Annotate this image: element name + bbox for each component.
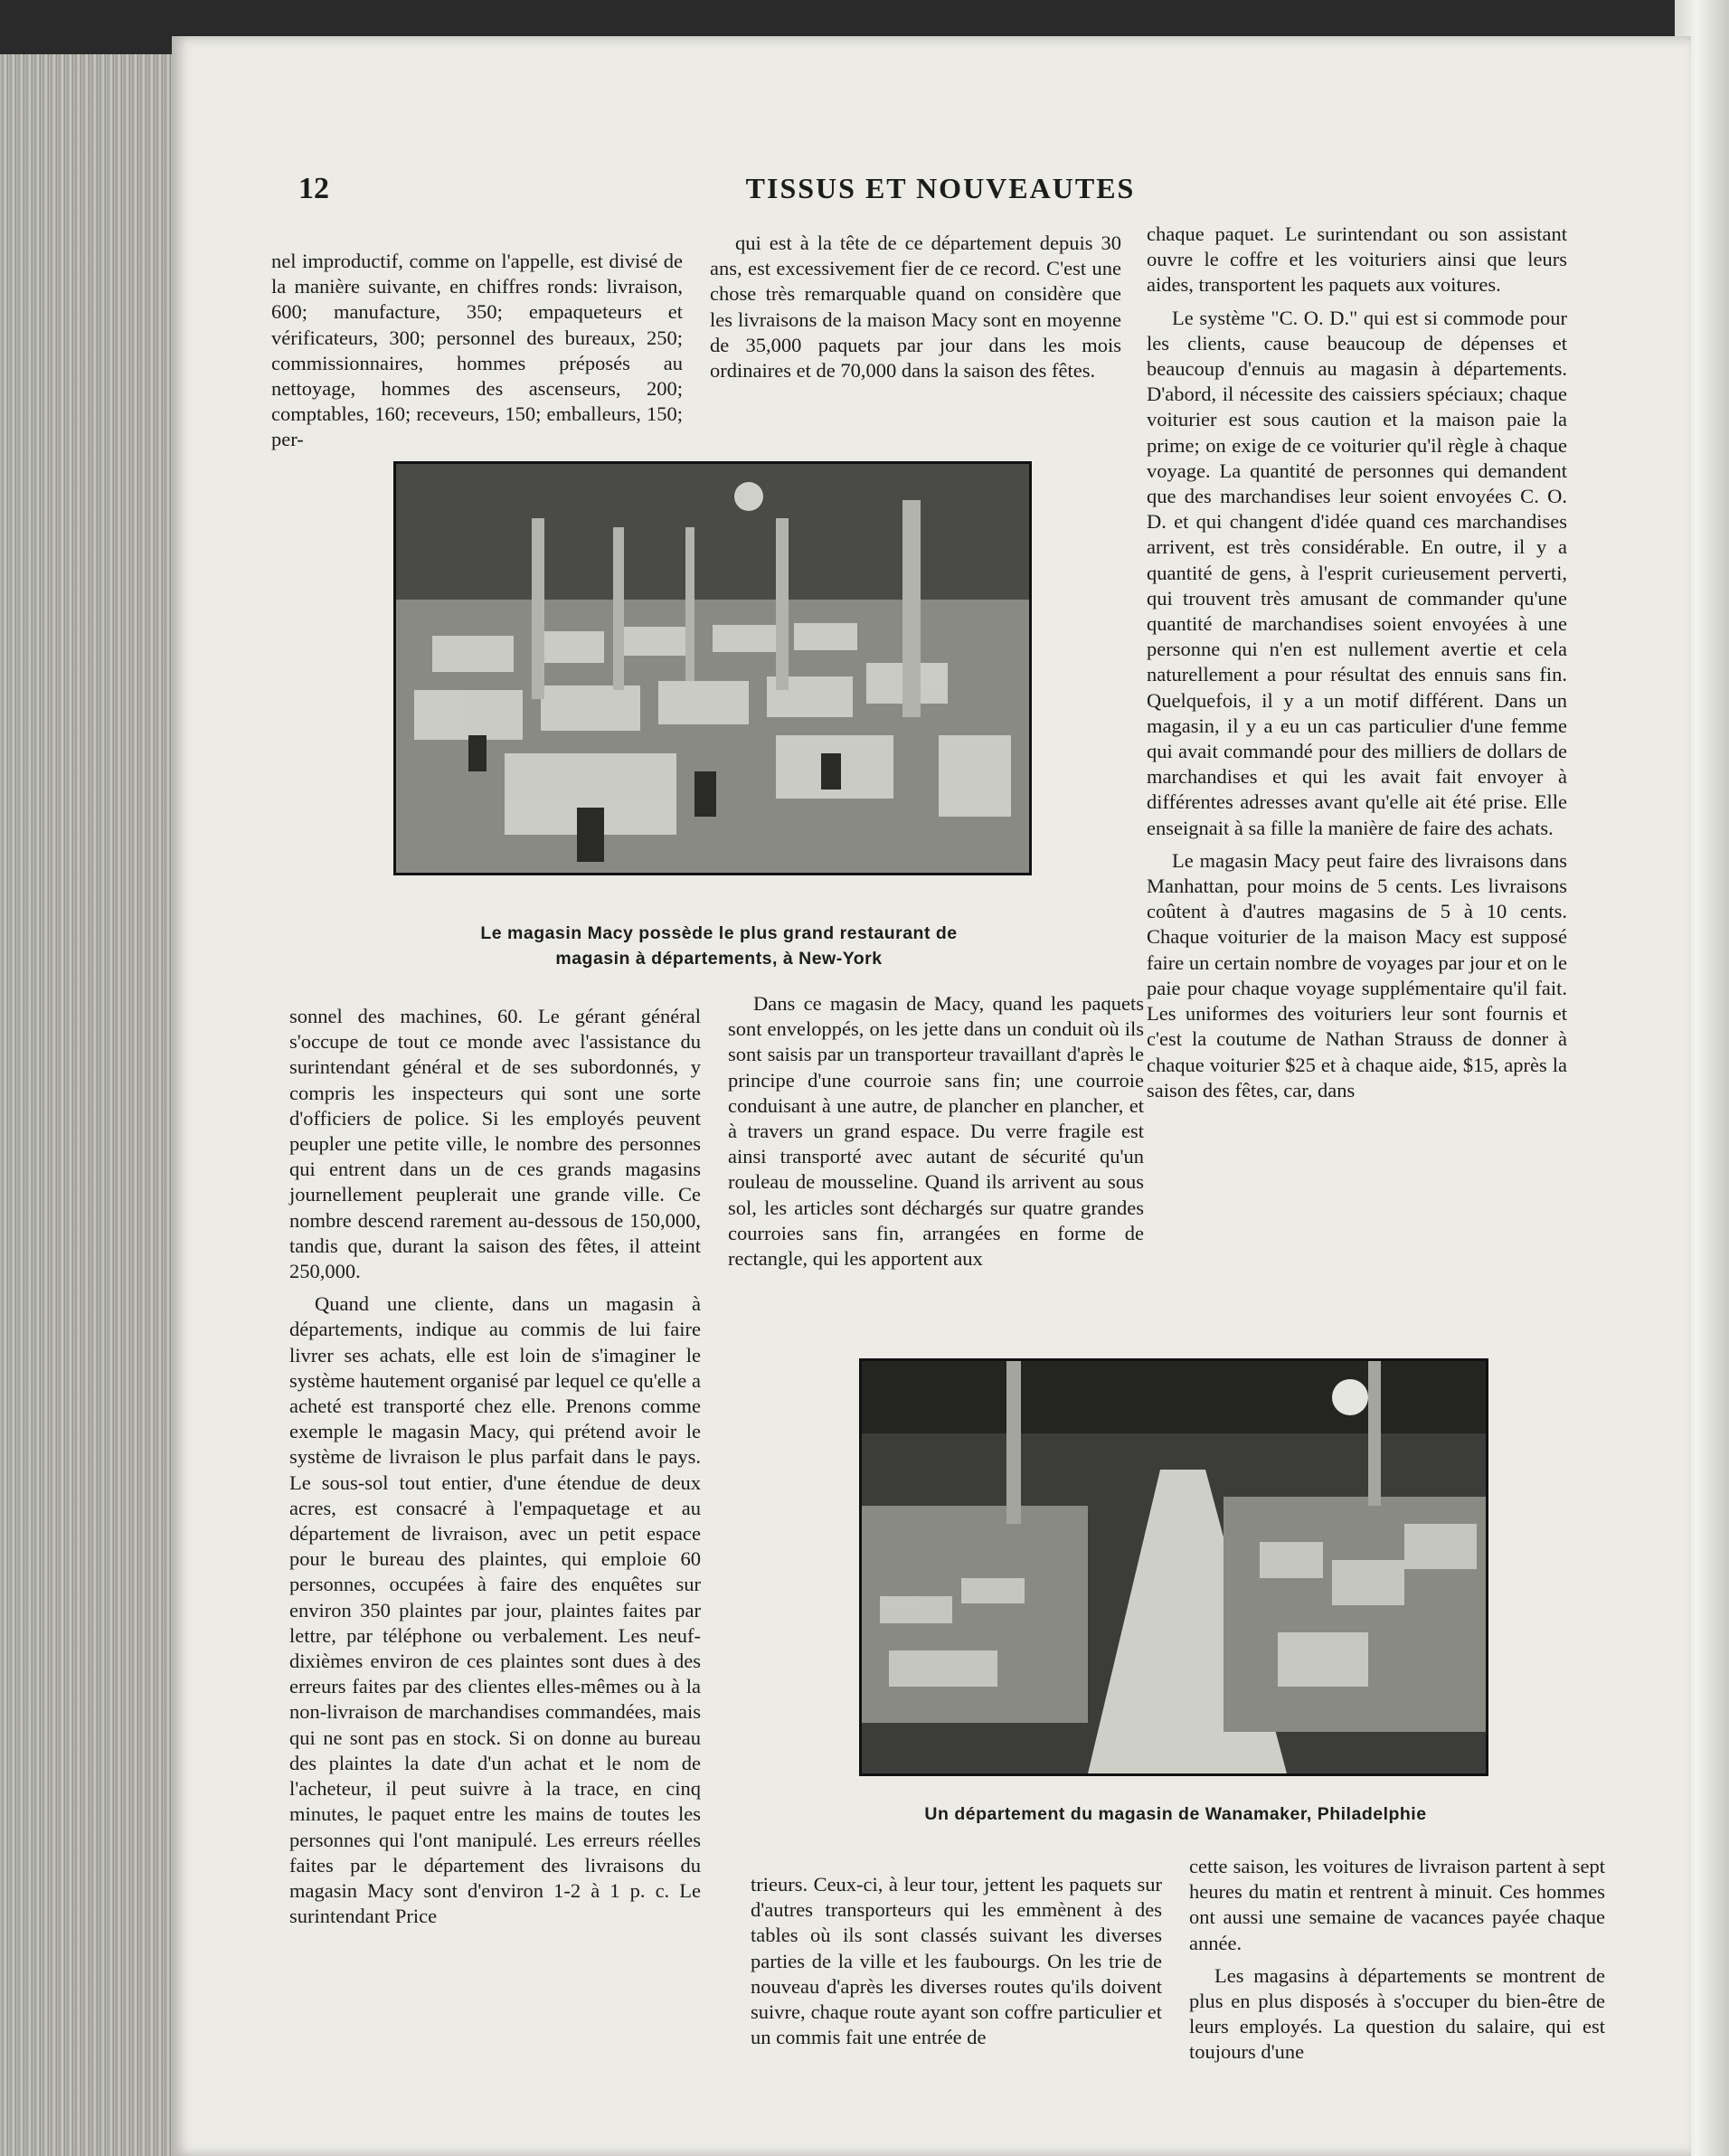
paragraph: Dans ce magasin de Macy, quand les paquets sont enveloppés, on les jette dans un conduit où ils sont saisis par un transporteur travaillant d'après le principe d'une courroie sans fin; une courroie conduisant à une autre, de plancher en plancher, et à travers un grand espace. Du verre fragile est ainsi transporté avec autant de sécurité qu'un rouleau de mousseline. Quand ils arrivent au sous sol, les articles sont déchargés sur quatre grandes courroies sans fin, arrangées en forme de rectangle, qui les apportent aux <box>728 992 1144 1271</box>
magazine-page <box>172 36 1691 2156</box>
paragraph: sonnel des machines, 60. Le gérant général s'occupe de tout ce monde avec l'assistance du surintendant général et de ses subordonnés, y compris les inspecteurs qui sont une sorte d'officiers de police. Si les employés peuvent peupler une petite ville, le nombre des personnes qui entrent dans un de ces grands magasins journellement peuplerait une grande ville. Ce nombre descend rarement au-dessous de 150,000, tandis que, durant la saison des fêtes, il atteint 250,000. <box>289 1005 701 1283</box>
paragraph: Quand une cliente, dans un magasin à départements, indique au commis de lui faire livrer ses achats, elle est loin de s'imaginer le système hautement organisé par lequel ce qu'elle a acheté est transporté chez elle. Prenons comme exemple le magasin Macy, qui prétend avoir le système de livraison le plus parfait dans le pays. Le sous-sol tout entier, d'une étendue de deux acres, est consacré à l'empaquetage et au département de livraison, avec un petit espace pour le bureau des plaintes, qui emploie 60 personnes, occupées à faire des enquêtes sur environ 350 plaintes par jour, plaintes faites par lettre, par téléphone ou verbalement. Les neuf-dixièmes environ de ces plaintes sont dues à des erreurs faites par des clientes elles-mêmes ou à la non-livraison de marchandises commandées, mais qui ne sont pas en stock. Si on donne au bureau des plaintes la date d'un achat et le nom de l'acheteur, il peut suivre à la trace, en cinq minutes, le paquet entre les mains de toutes les personnes qui l'ont manipulé. Les erreurs réelles faites par le département des livraisons du magasin Macy sont d'environ 1-2 à 1 p. c. Le surintendant Price <box>289 1292 701 1928</box>
paragraph: Les magasins à départements se montrent de plus en plus disposés à s'occuper du bien-être de leurs employés. La question du salaire, qui est toujours d'une <box>1189 1963 1605 2064</box>
column-bottom-middle <box>751 1872 1162 2050</box>
book-page-edges <box>0 54 181 2156</box>
restaurant-photo-caption <box>393 921 1044 971</box>
running-head: TISSUS ET NOUVEAUTES <box>745 172 1136 204</box>
restaurant-photo <box>393 461 1032 875</box>
caption-line: Le magasin Macy possède le plus grand restaurant de <box>480 923 958 943</box>
paragraph: qui est à la tête de ce département depuis 30 ans, est excessivement fier de ce record. C'est une chose très remarquable quand on considère que les livraisons de la maison Macy sont en moyenne de 35,000 paquets par jour dans les mois ordinaires et de 70,000 dans la saison des fêtes. <box>710 232 1121 383</box>
column-left <box>289 1004 701 1929</box>
paragraph: chaque paquet. Le surintendant ou son assistant ouvre le coffre et les voituriers ainsi que leurs aides, transportent les paquets aux voitures. <box>1147 222 1567 297</box>
paragraph: nel improductif, comme on l'appelle, est divisé de la manière suivante, en chiffres ronds: livraison, 600; manufacture, 350; empaqueteurs et vérificateurs, 300; personnel des bureaux, 250; commissionnaires, hommes préposés au nettoyage, hommes des ascenseurs, 200; comptables, 160; receveurs, 150; emballeurs, 150; per- <box>271 250 683 451</box>
paragraph: Le système "C. O. D." qui est si commode pour les clients, cause beaucoup de dépenses et beaucoup d'ennuis au magasin à départements. D'abord, il nécessite des caissiers spéciaux; chaque voiturier est sous caution et la maison paie la prime; on exige de ce voiturier qu'il règle à chaque voyage. La quantité de personnes qui demandent que des marchandises leur soient envoyées C. O. D. et qui changent d'idée quand ces marchandises arrivent, est très considérable. En outre, il y a quantité de gens, à l'esprit curieusement perverti, qui trouvent très amusant de commander qu'une quantité de marchandises soient envoyées à une personne qui n'en est nullement avertie et cela naturellement a pour résultat des ennuis sans fin. Quelquefois, il y a un motif différent. Dans un magasin, il y a eu un cas particulier d'une femme qui avait commandé pour des milliers de dollars de marchandises et qui les avait fait envoyer à différentes adresses avant qu'elle ait été prise. Elle enseignait à sa fille la manière de faire des achats. <box>1147 306 1567 839</box>
wanamaker-photo <box>859 1358 1488 1776</box>
caption-line: magasin à départements, à New-York <box>555 949 883 969</box>
caption-line: Un département du magasin de Wanamaker, Philadelphie <box>924 1804 1427 1824</box>
paragraph: Le magasin Macy peut faire des livraisons dans Manhattan, pour moins de 5 cents. Les livraisons coûtent à d'autres magasins de 5 à 10 cents. Chaque voiturier de la maison Macy est supposé faire un certain nombre de voyages par jour et on le paie pour chaque voyage supplémentaire qu'il fait. Les uniformes des voituriers leur sont fournis et c'est la coutume de Nathan Strauss de donner à chaque voiturier $25 et à chaque aide, $15, après la saison des fêtes, car, dans <box>1147 848 1567 1102</box>
column-bottom-right <box>1189 1854 1605 2066</box>
paragraph: cette saison, les voitures de livraison partent à sept heures du matin et rentrent à minuit. Ces hommes ont aussi une semaine de vacances payée chaque année. <box>1189 1855 1605 1954</box>
column-top-left <box>271 249 683 453</box>
column-top-middle <box>710 231 1121 383</box>
paragraph: trieurs. Ceux-ci, à leur tour, jettent les paquets sur d'autres transporteurs qui les emmènent à des tables où ils sont classés suivant les diverses parties de la ville et les faubourgs. On les trie de nouveau d'après les diverses routes qu'ils doivent suivre, chaque route ayant son coffre particulier et un commis fait une entrée de <box>751 1873 1162 2049</box>
wanamaker-photo-caption <box>859 1801 1492 1827</box>
column-right <box>1147 222 1567 1103</box>
page-number: 12 <box>298 172 329 205</box>
column-middle <box>728 991 1144 1272</box>
